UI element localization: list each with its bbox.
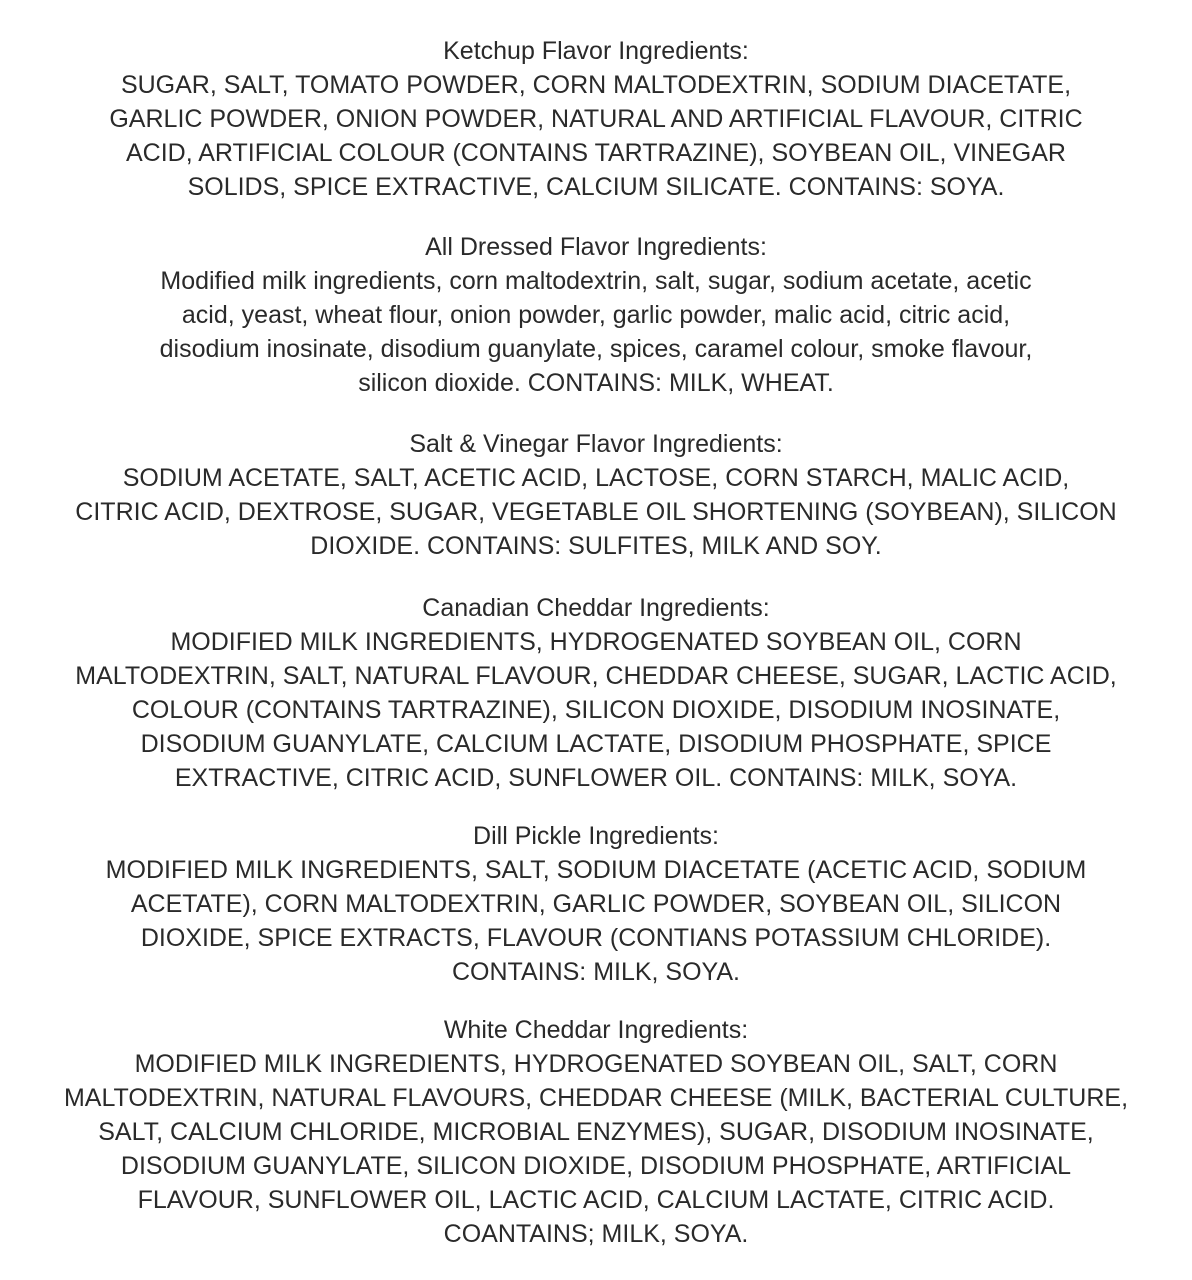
ingredient-line: DIOXIDE, SPICE EXTRACTS, FLAVOUR (CONTIANS POTASSIUM CHLORIDE).	[140, 924, 1052, 952]
ingredient-line: ACETATE), CORN MALTODEXTRIN, GARLIC POWDER, SOYBEAN OIL, SILICON	[130, 890, 1062, 918]
ingredient-line: FLAVOUR, SUNFLOWER OIL, LACTIC ACID, CALCIUM LACTATE, CITRIC ACID.	[137, 1186, 1055, 1214]
ingredient-line: MODIFIED MILK INGREDIENTS, HYDROGENATED SOYBEAN OIL, SALT, CORN	[134, 1050, 1058, 1078]
ingredient-line: DIOXIDE. CONTAINS: SULFITES, MILK AND SOY.	[310, 532, 882, 560]
section-heading: Canadian Cheddar Ingredients:	[422, 594, 770, 622]
white-cheddar-ingredients-section	[60, 1013, 1132, 1251]
ingredient-line: COLOUR (CONTAINS TARTRAZINE), SILICON DIOXIDE, DISODIUM INOSINATE,	[131, 696, 1061, 724]
ingredient-line: silicon dioxide. CONTAINS: MILK, WHEAT.	[358, 369, 834, 397]
ketchup-ingredients-section	[60, 34, 1132, 204]
canadian-cheddar-ingredients-section	[60, 591, 1132, 795]
ingredient-line: DISODIUM GUANYLATE, SILICON DIOXIDE, DISODIUM PHOSPHATE, ARTIFICIAL	[120, 1152, 1072, 1180]
ingredient-line: MALTODEXTRIN, NATURAL FLAVOURS, CHEDDAR CHEESE (MILK, BACTERIAL CULTURE,	[63, 1084, 1129, 1112]
section-heading: All Dressed Flavor Ingredients:	[425, 233, 767, 261]
salt-vinegar-ingredients-section	[60, 427, 1132, 563]
section-heading: Salt & Vinegar Flavor Ingredients:	[409, 430, 783, 458]
ingredient-line: CONTAINS: MILK, SOYA.	[451, 958, 740, 986]
ingredient-line: SODIUM ACETATE, SALT, ACETIC ACID, LACTOSE, CORN STARCH, MALIC ACID,	[122, 464, 1070, 492]
ingredient-line: ACID, ARTIFICIAL COLOUR (CONTAINS TARTRAZINE), SOYBEAN OIL, VINEGAR	[126, 139, 1066, 167]
dill-pickle-ingredients-section	[60, 819, 1132, 989]
ingredient-line: acid, yeast, wheat flour, onion powder, garlic powder, malic acid, citric acid,	[181, 301, 1011, 329]
section-heading: Ketchup Flavor Ingredients:	[443, 37, 749, 65]
ingredient-line: CITRIC ACID, DEXTROSE, SUGAR, VEGETABLE OIL SHORTENING (SOYBEAN), SILICON	[75, 498, 1117, 526]
ingredient-line: COANTAINS; MILK, SOYA.	[443, 1220, 749, 1248]
ingredient-line: EXTRACTIVE, CITRIC ACID, SUNFLOWER OIL. CONTAINS: MILK, SOYA.	[174, 764, 1018, 792]
ingredient-line: MALTODEXTRIN, SALT, NATURAL FLAVOUR, CHEDDAR CHEESE, SUGAR, LACTIC ACID,	[75, 662, 1117, 690]
ingredient-line: SUGAR, SALT, TOMATO POWDER, CORN MALTODEXTRIN, SODIUM DIACETATE,	[120, 71, 1072, 99]
section-heading: Dill Pickle Ingredients:	[473, 822, 719, 850]
ingredient-line: DISODIUM GUANYLATE, CALCIUM LACTATE, DISODIUM PHOSPHATE, SPICE	[140, 730, 1052, 758]
ingredient-line: Modified milk ingredients, corn maltodextrin, salt, sugar, sodium acetate, acetic	[160, 267, 1032, 295]
section-heading: White Cheddar Ingredients:	[443, 1016, 749, 1044]
ingredient-line: MODIFIED MILK INGREDIENTS, SALT, SODIUM DIACETATE (ACETIC ACID, SODIUM	[105, 856, 1087, 884]
ingredient-line: MODIFIED MILK INGREDIENTS, HYDROGENATED SOYBEAN OIL, CORN	[170, 628, 1022, 656]
ingredient-line: SOLIDS, SPICE EXTRACTIVE, CALCIUM SILICATE. CONTAINS: SOYA.	[187, 173, 1005, 201]
ingredient-line: SALT, CALCIUM CHLORIDE, MICROBIAL ENZYMES), SUGAR, DISODIUM INOSINATE,	[98, 1118, 1094, 1146]
ingredient-line: GARLIC POWDER, ONION POWDER, NATURAL AND ARTIFICIAL FLAVOUR, CITRIC	[109, 105, 1083, 133]
ingredient-line: disodium inosinate, disodium guanylate, spices, caramel colour, smoke flavour,	[159, 335, 1033, 363]
all-dressed-ingredients-section	[60, 230, 1132, 400]
